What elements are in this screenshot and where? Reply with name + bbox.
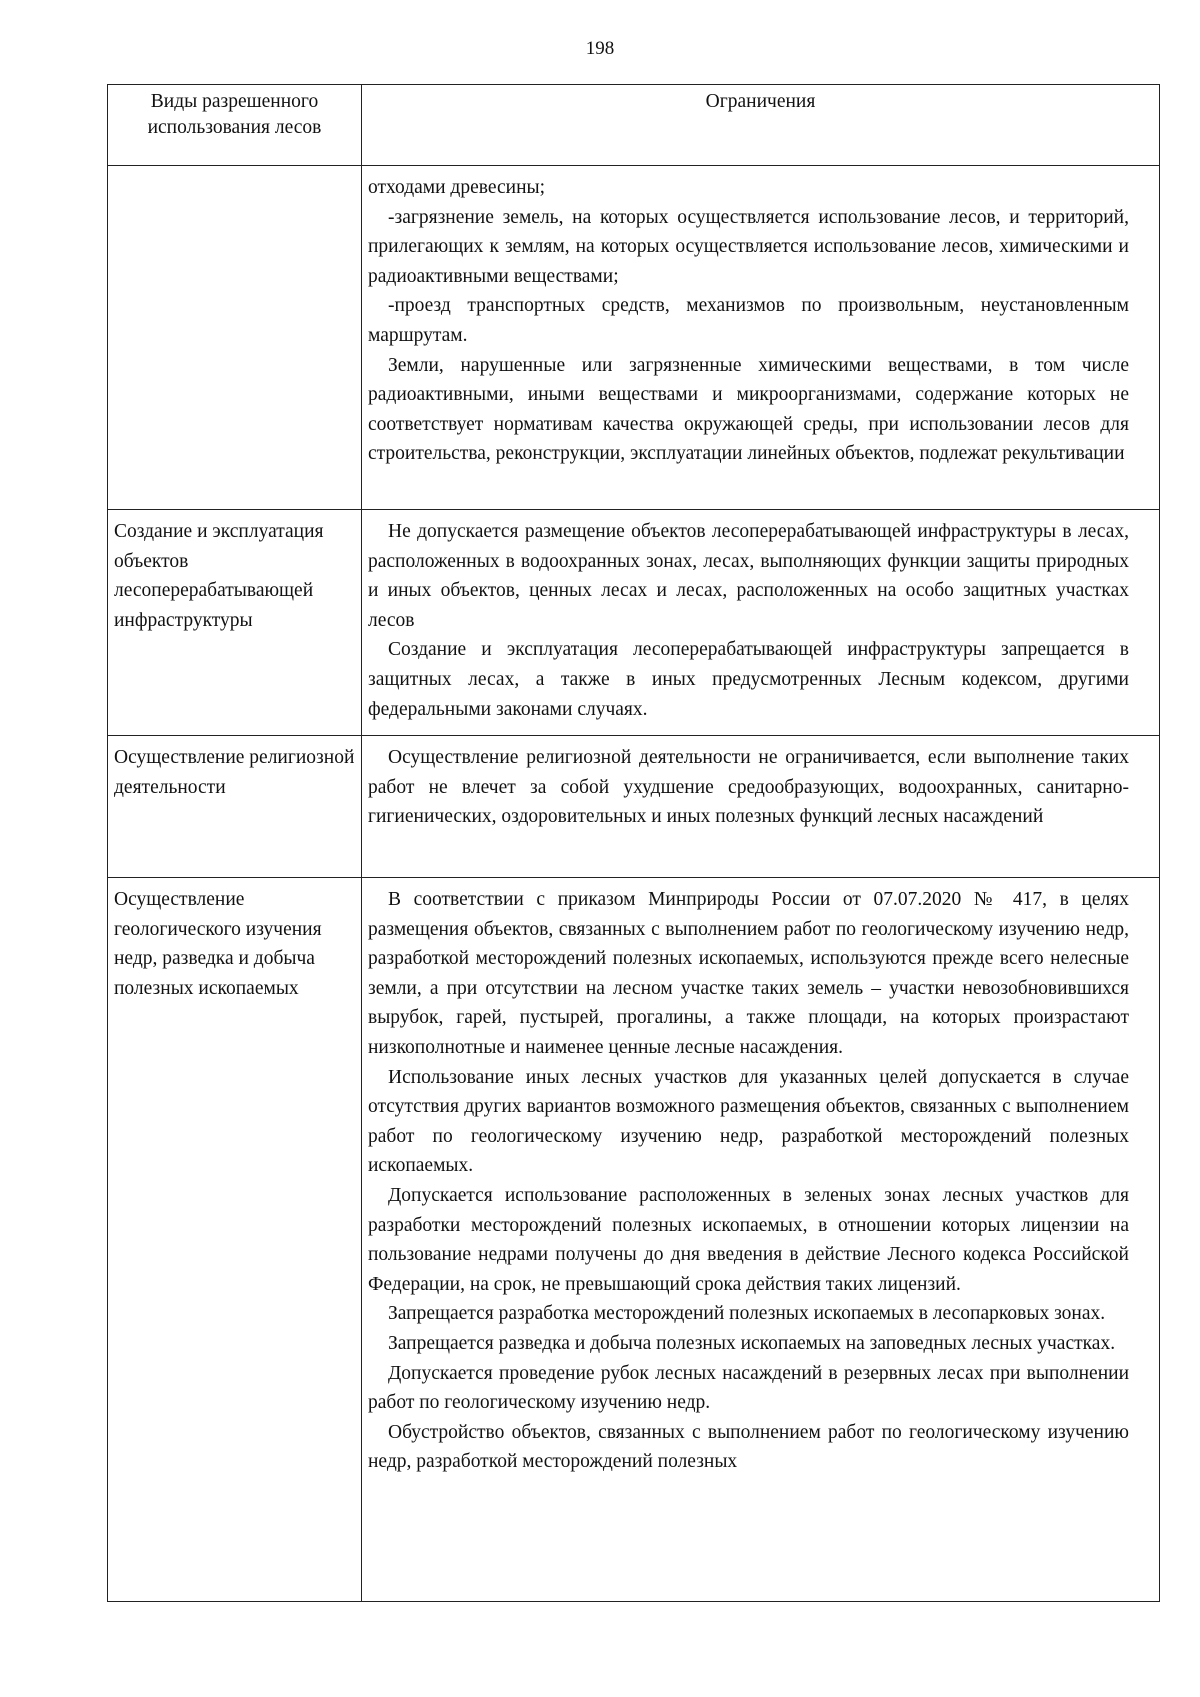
header-cell-forest-use-types: Виды разрешенного использования лесов [108,85,362,166]
restriction-paragraph: отходами древесины; [368,177,546,198]
use-type-cell [108,166,362,510]
header-cell-restrictions: Ограничения [362,85,1160,166]
restriction-paragraph: Запрещается разведка и добыча полезных ископаемых на заповедных лесных участках. [388,1332,1116,1354]
restriction-paragraph: Запрещается разработка месторождений полезных ископаемых в лесопарковых зонах. [388,1303,1106,1325]
table-row [108,736,1160,878]
table-header-row [108,85,1160,166]
use-type-cell: Создание и эксплуатация объектов лесоперерабатывающей инфраструктуры [108,510,362,736]
table-row [108,878,1160,1602]
restriction-paragraph: Допускается использование расположенных в зеленых зонах лесных участков для разработки месторождений полезных ископаемых, в отношении которых лицензии на пользование недрами получены до дня введения в действие Лесного кодекса Российской Федерации, на срок, не превышающий срока действия таких лицензий. [368,1184,1129,1295]
restriction-paragraph: -загрязнение земель, на которых осуществляется использование лесов, и территорий, прилегающих к землям, на которых осуществляется использование лесов, химическими и радиоактивными веществами; [368,206,1129,287]
use-type-cell: Осуществление религиозной деятельности [108,736,362,878]
restriction-paragraph: Использование иных лесных участков для указанных целей допускается в случае отсутствия других вариантов возможного размещения объектов, связанных с выполнением работ по геологическому изучению недр, разработкой месторождений полезных ископаемых. [368,1066,1129,1177]
restrictions-table [107,84,1160,1602]
restriction-paragraph: Земли, нарушенные или загрязненные химическими веществами, в том числе радиоактивными, иными веществами и микроорганизмами, содержание которых не соответствует нормативам качества окружающей среды, при использовании лесов для строительства, реконструкции, эксплуатации линейных объектов, подлежат рекультивации [368,354,1129,465]
restrictions-cell [362,736,1160,878]
page-number: 198 [585,38,615,59]
restrictions-cell [362,878,1160,1602]
restriction-paragraph: Обустройство объектов, связанных с выполнением работ по геологическому изучению недр, разработкой месторождений полезных [368,1421,1129,1473]
table-row [108,166,1160,510]
use-type-cell: Осуществление геологического изучения недр, разведка и добыча полезных ископаемых [108,878,362,1602]
restrictions-cell [362,166,1160,510]
restriction-paragraph: Допускается проведение рубок лесных насаждений в резервных лесах при выполнении работ по геологическому изучению недр. [368,1362,1129,1414]
table-row [108,510,1160,736]
restriction-paragraph: Не допускается размещение объектов лесоперерабатывающей инфраструктуры в лесах, расположенных в водоохранных зонах, лесах, выполняющих функции защиты природных и иных объектов, ценных лесах и лесах, расположенных на особо защитных участках лесов [368,521,1129,631]
restriction-paragraph: Осуществление религиозной деятельности не ограничивается, если выполнение таких работ не влечет за собой ухудшение средообразующих, водоохранных, санитарно-гигиенических, оздоровительных и иных полезных функций лесных насаждений [368,747,1129,828]
restrictions-cell [362,510,1160,736]
restriction-paragraph: Создание и эксплуатация лесоперерабатывающей инфраструктуры запрещается в защитных лесах, а также в иных предусмотренных Лесным кодексом, другими федеральными законами случаях. [368,639,1129,720]
restriction-paragraph: -проезд транспортных средств, механизмов по произвольным, неустановленным маршрутам. [368,295,1129,346]
restriction-paragraph: В соответствии с приказом Минприроды России от 07.07.2020 № 417, в целях размещения объектов, связанных с выполнением работ по геологическому изучению недр, разработкой месторождений полезных ископаемых, используются прежде всего нелесные земли, а при отсутствии на лесном участке таких земель – участки невозобновившихся вырубок, гарей, пустырей, прогалины, а также площади, на которых произрастают низкополнотные и наименее ценные лесные насаждения. [368,889,1129,1058]
